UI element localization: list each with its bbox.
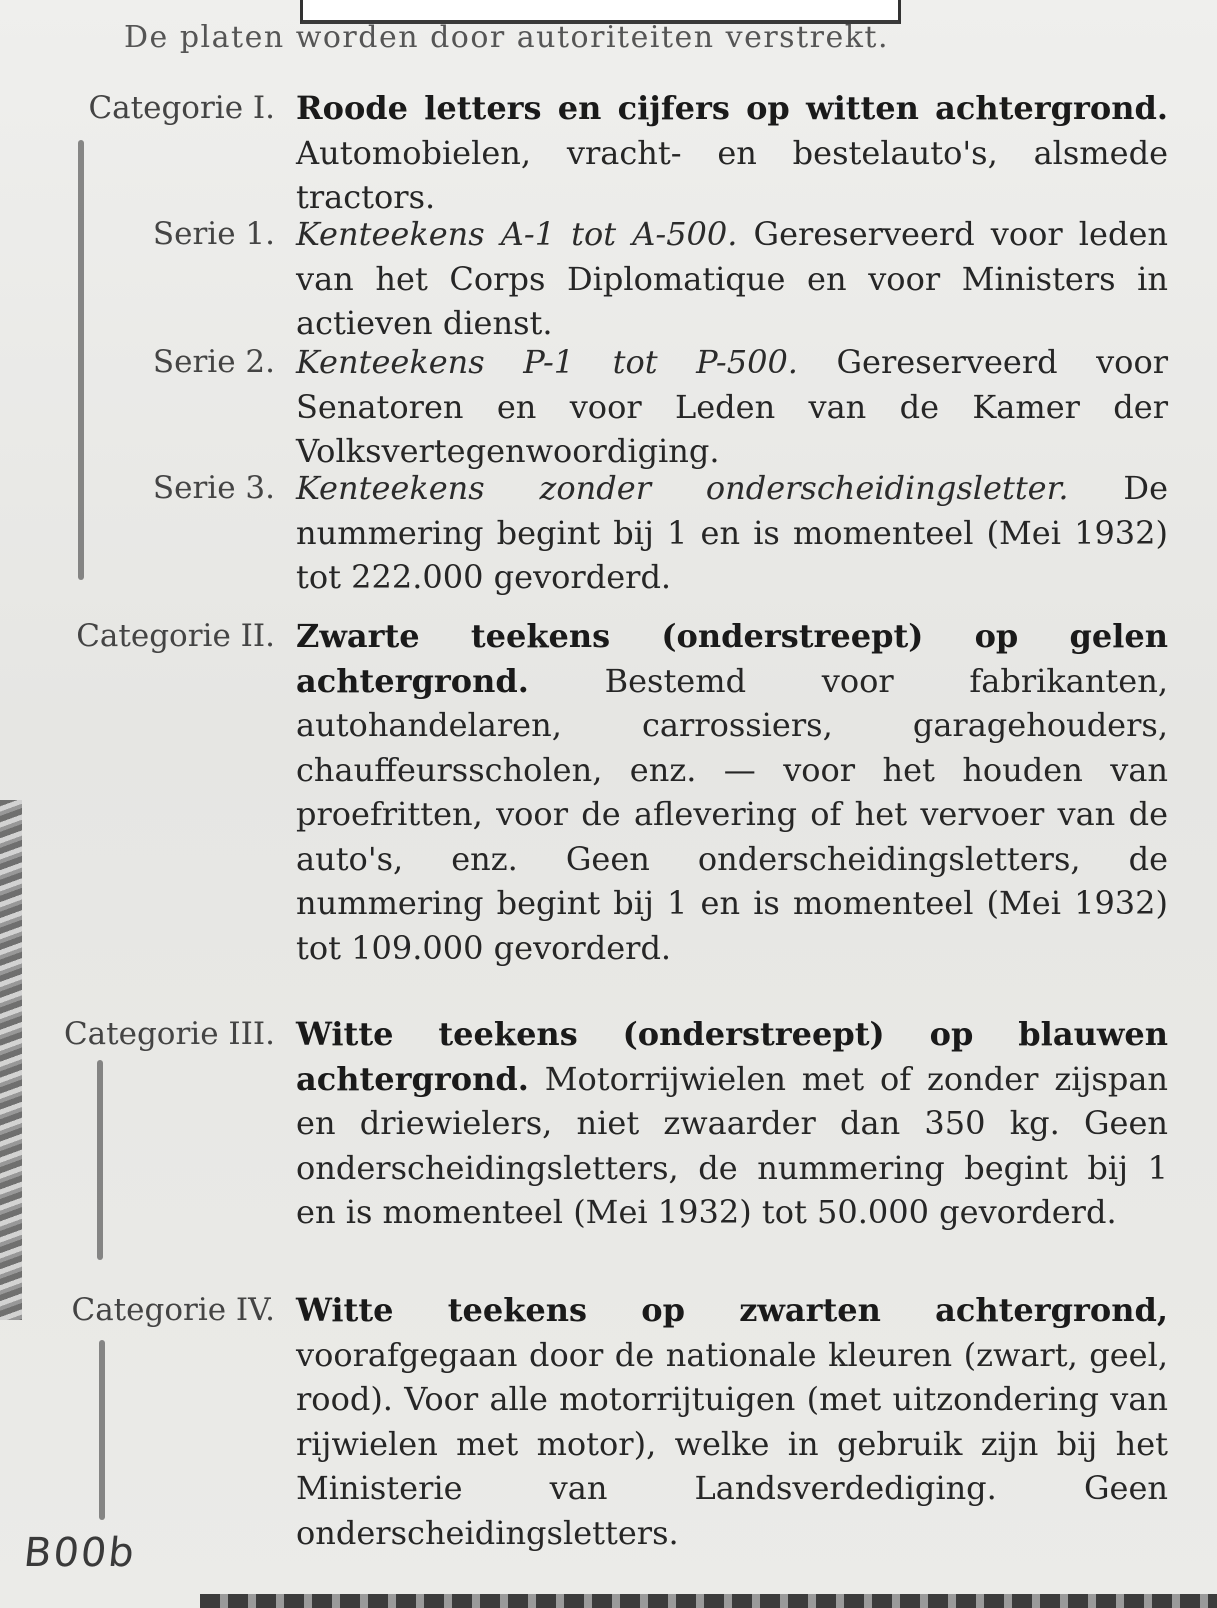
adjacent-photo-strip xyxy=(0,800,22,1320)
entry-label: Serie 2. xyxy=(152,344,275,380)
entry-text: Gereserveerd voor Senatoren en voor Leden van de Kamer der Volksvertegenwoordiging. xyxy=(296,343,1168,470)
print-scratch xyxy=(78,140,84,580)
entry-label: Categorie I. xyxy=(88,90,275,126)
entry-label: Serie 1. xyxy=(152,216,275,252)
entry-text: De nummering begint bij 1 en is momenteel (Mei 1932) tot 222.000 gevorderd. xyxy=(296,469,1168,596)
entry-lead: Kenteekens P-1 tot P-500. xyxy=(296,343,798,381)
entry-body xyxy=(296,1012,1168,1235)
entry-text: voorafgegaan door de nationale kleuren (zwart, geel, rood). Voor alle motorrijtuigen (met uitzondering van rijwielen met motor), welke in gebruik zijn bij het Ministerie van Landsverdediging. Geen onderscheidingsletters. xyxy=(296,1335,1168,1552)
entry-text: Gereserveerd voor leden van het Corps Diplomatique en voor Ministers in actieven dienst. xyxy=(296,215,1169,342)
entry-text: Automobielen, vracht- en bestelauto's, alsmede tractors. xyxy=(296,133,1168,216)
entry-label: Categorie III. xyxy=(63,1016,275,1052)
entry-label: Categorie IV. xyxy=(71,1292,275,1328)
entry-body xyxy=(296,1288,1168,1555)
entry-lead: Roode letters en cijfers op witten achtergrond. xyxy=(296,89,1168,127)
entry-label: Serie 3. xyxy=(152,470,275,506)
entry-body xyxy=(296,614,1168,970)
entry-body xyxy=(296,466,1168,600)
print-scratch xyxy=(99,1340,105,1520)
entry-body xyxy=(296,340,1168,474)
entry-lead: Kenteekens A-1 tot A-500. xyxy=(296,215,738,253)
entry-text: Bestemd voor fabrikanten, autohandelaren, carrossiers, garagehouders, chauffeursscholen, enz. — voor het houden van proefritten, voor de aflevering of het vervoer van de auto's, enz. Geen onderscheidingsletters, de nummering begint bij 1 en is momenteel (Mei 1932) tot 109.000 gevorderd. xyxy=(296,661,1168,967)
entry-lead: Witte teekens op zwarten achtergrond, xyxy=(296,1291,1168,1329)
adjacent-photo-bottom xyxy=(200,1594,1217,1608)
entry-body xyxy=(296,212,1168,346)
entry-text: Motorrijwielen met of zonder zijspan en driewielers, niet zwaarder dan 350 kg. Geen onderscheidingsletters, de nummering begint bij 1 en is momenteel (Mei 1932) tot 50.000 gevorderd. xyxy=(296,1059,1168,1231)
entry-body xyxy=(296,86,1168,220)
entry-lead: Witte teekens (onderstreept) op blauwen achtergrond. xyxy=(296,1015,1168,1098)
entry-lead: Kenteekens zonder onderscheidingsletter. xyxy=(296,469,1069,507)
entry-lead: Zwarte teekens (onderstreept) op gelen achtergrond. xyxy=(296,617,1168,700)
entry-label: Categorie II. xyxy=(76,618,275,654)
print-scratch xyxy=(97,1060,103,1260)
intro-line: De platen worden door autoriteiten verstrekt. xyxy=(124,20,889,55)
handwritten-mark: B00b xyxy=(21,1530,139,1576)
